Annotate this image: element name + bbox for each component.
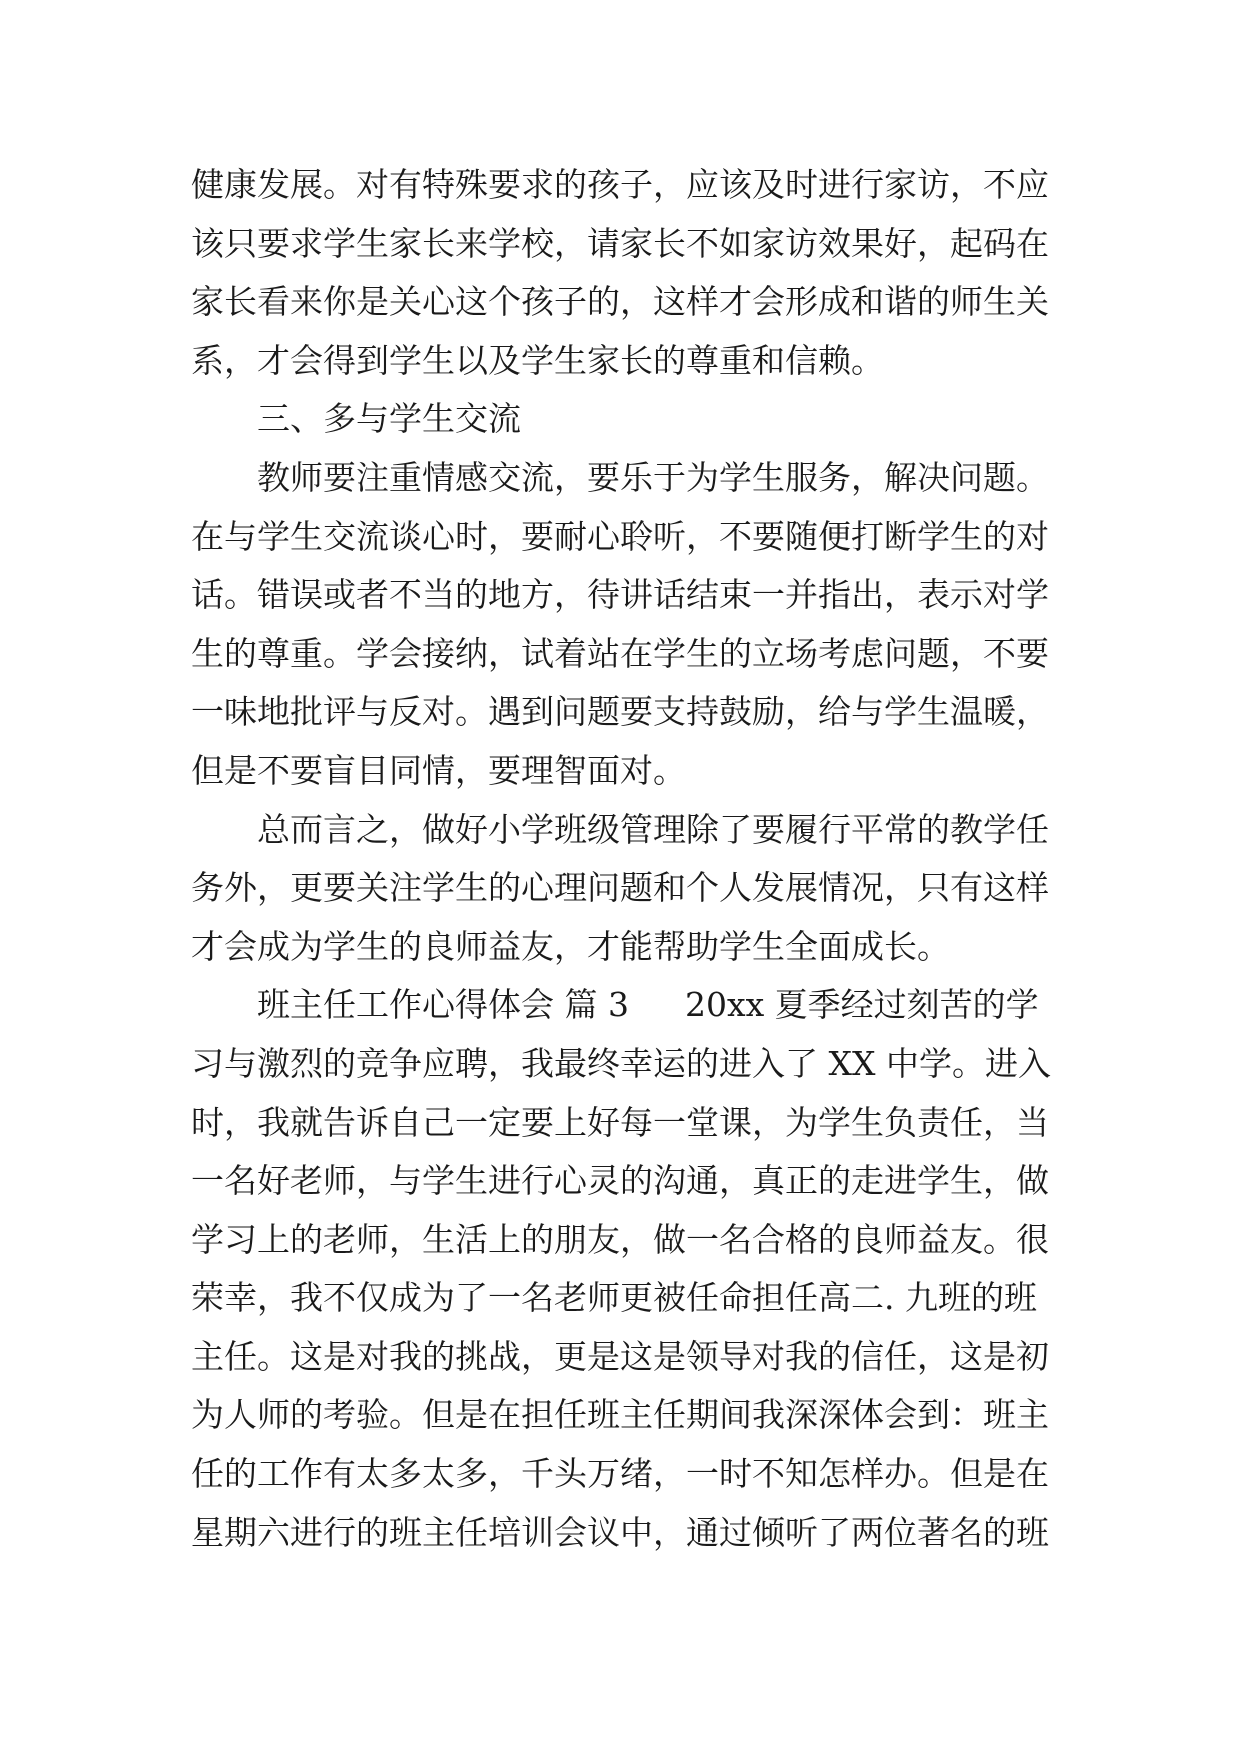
- text-line: 荣幸，我不仅成为了一名老师更被任命担任高二. 九班的班: [191, 1278, 1037, 1318]
- text-line: 一名好老师，与学生进行心灵的沟通，真正的走进学生，做: [191, 1161, 1049, 1201]
- section-heading: 三、多与学生交流: [257, 399, 521, 439]
- text-line: 话。错误或者不当的地方，待讲话结束一并指出，表示对学: [191, 575, 1049, 615]
- text-line: 习与激烈的竞争应聘，我最终幸运的进入了 XX 中学。进入: [191, 1043, 1051, 1083]
- text-line: 但是不要盲目同情，要理智面对。: [191, 750, 686, 790]
- text-line: 在与学生交流谈心时，要耐心聆听，不要随便打断学生的对: [191, 516, 1049, 556]
- text-line: 务外，更要关注学生的心理问题和个人发展情况，只有这样: [191, 868, 1049, 908]
- text-line: 生的尊重。学会接纳，试着站在学生的立场考虑问题，不要: [191, 633, 1049, 673]
- text-line-start: 20xx 夏季经过刻苦的学: [684, 985, 1039, 1025]
- body-text: [191, 156, 1051, 1562]
- text-line: 该只要求学生家长来学校，请家长不如家访效果好，起码在: [191, 223, 1049, 263]
- article-title: 班主任工作心得体会 篇 3: [257, 985, 629, 1025]
- text-line: 总而言之，做好小学班级管理除了要履行平常的教学任: [257, 809, 1049, 849]
- text-line: 教师要注重情感交流，要乐于为学生服务，解决问题。: [257, 457, 1049, 497]
- article-heading-line: [191, 976, 1051, 1035]
- text-line: 主任。这是对我的挑战，更是这是领导对我的信任，这是初: [191, 1336, 1049, 1376]
- text-line: 任的工作有太多太多，千头万绪，一时不知怎样办。但是在: [191, 1454, 1049, 1494]
- text-line: 家长看来你是关心这个孩子的，这样才会形成和谐的师生关: [191, 282, 1049, 322]
- text-line: 才会成为学生的良师益友，才能帮助学生全面成长。: [191, 926, 950, 966]
- text-line: 为人师的考验。但是在担任班主任期间我深深体会到：班主: [191, 1395, 1049, 1435]
- text-line: 时，我就告诉自己一定要上好每一堂课，为学生负责任，当: [191, 1102, 1049, 1142]
- text-line: 系，才会得到学生以及学生家长的尊重和信赖。: [191, 340, 884, 380]
- text-line: 一味地批评与反对。遇到问题要支持鼓励，给与学生温暖，: [191, 692, 1049, 732]
- text-line: 健康发展。对有特殊要求的孩子，应该及时进行家访，不应: [191, 165, 1049, 204]
- text-line: 学习上的老师，生活上的朋友，做一名合格的良师益友。很: [191, 1219, 1049, 1259]
- text-line: 星期六进行的班主任培训会议中，通过倾听了两位著名的班: [191, 1512, 1049, 1552]
